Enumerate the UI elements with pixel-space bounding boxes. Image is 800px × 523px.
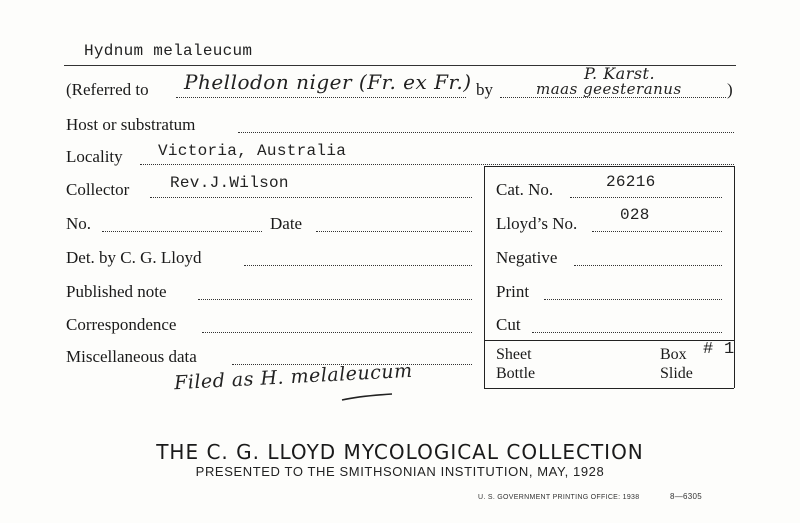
- no-line: [102, 231, 262, 232]
- by-value-second: maas geesteranus: [536, 80, 682, 98]
- by-label: by: [476, 80, 493, 99]
- locality-value: Victoria, Australia: [158, 142, 347, 160]
- lloyds-no-line: [592, 231, 722, 232]
- underline-stroke: [340, 390, 396, 404]
- print-label: Print: [496, 282, 530, 301]
- sheet-label: Sheet: [496, 346, 532, 363]
- correspondence-label: Correspondence: [66, 315, 177, 334]
- species-name: Hydnum melaleucum: [84, 42, 253, 60]
- cat-no-value: 26216: [606, 173, 656, 191]
- collector-label: Collector: [66, 180, 130, 199]
- referred-line: [176, 97, 466, 98]
- box-value: # 1: [703, 340, 735, 359]
- referred-close-paren: ): [727, 80, 733, 99]
- referred-label: (Referred to: [66, 80, 149, 99]
- date-line: [316, 231, 472, 232]
- host-line: [238, 132, 734, 133]
- collector-line: [150, 197, 472, 198]
- form-number: 8—6305: [670, 492, 703, 501]
- slide-label: Slide: [660, 365, 693, 382]
- collection-subtitle: PRESENTED TO THE SMITHSONIAN INSTITUTION, MAY, 1928: [195, 464, 605, 479]
- misc-data-label: Miscellaneous data: [66, 347, 197, 366]
- referred-value: Phellodon niger (Fr. ex Fr.): [184, 70, 472, 94]
- print-line: [544, 299, 722, 300]
- cat-no-label: Cat. No.: [496, 180, 554, 199]
- box-left-border: [484, 166, 485, 388]
- det-by-label: Det. by C. G. Lloyd: [66, 248, 202, 267]
- collector-value: Rev.J.Wilson: [170, 174, 289, 192]
- lloyds-no-value: 028: [620, 206, 650, 224]
- cut-label: Cut: [496, 315, 521, 334]
- collection-title: THE C. G. LLOYD MYCOLOGICAL COLLECTION: [156, 440, 644, 464]
- correspondence-line: [202, 332, 472, 333]
- date-label: Date: [270, 214, 303, 233]
- lloyds-no-label: Lloyd’s No.: [496, 214, 578, 233]
- published-note-label: Published note: [66, 282, 167, 301]
- box-top-border: [484, 166, 734, 167]
- locality-line: [140, 164, 734, 165]
- det-by-line: [244, 265, 472, 266]
- host-label: Host or substratum: [66, 115, 196, 134]
- cat-no-line: [570, 197, 722, 198]
- cut-line: [532, 332, 722, 333]
- misc-data-value: Filed as H. melaleucum: [173, 359, 414, 395]
- negative-line: [574, 265, 722, 266]
- negative-label: Negative: [496, 248, 558, 267]
- box-label: Box: [660, 346, 687, 363]
- bottle-label: Bottle: [496, 365, 536, 382]
- printing-office-note: U. S. GOVERNMENT PRINTING OFFICE: 1938: [478, 494, 640, 501]
- by-value: P. Karst.: [584, 64, 656, 83]
- box-divider: [484, 340, 734, 341]
- published-note-line: [198, 299, 472, 300]
- locality-label: Locality: [66, 147, 123, 166]
- box-bottom-border: [484, 388, 734, 389]
- no-label: No.: [66, 214, 92, 233]
